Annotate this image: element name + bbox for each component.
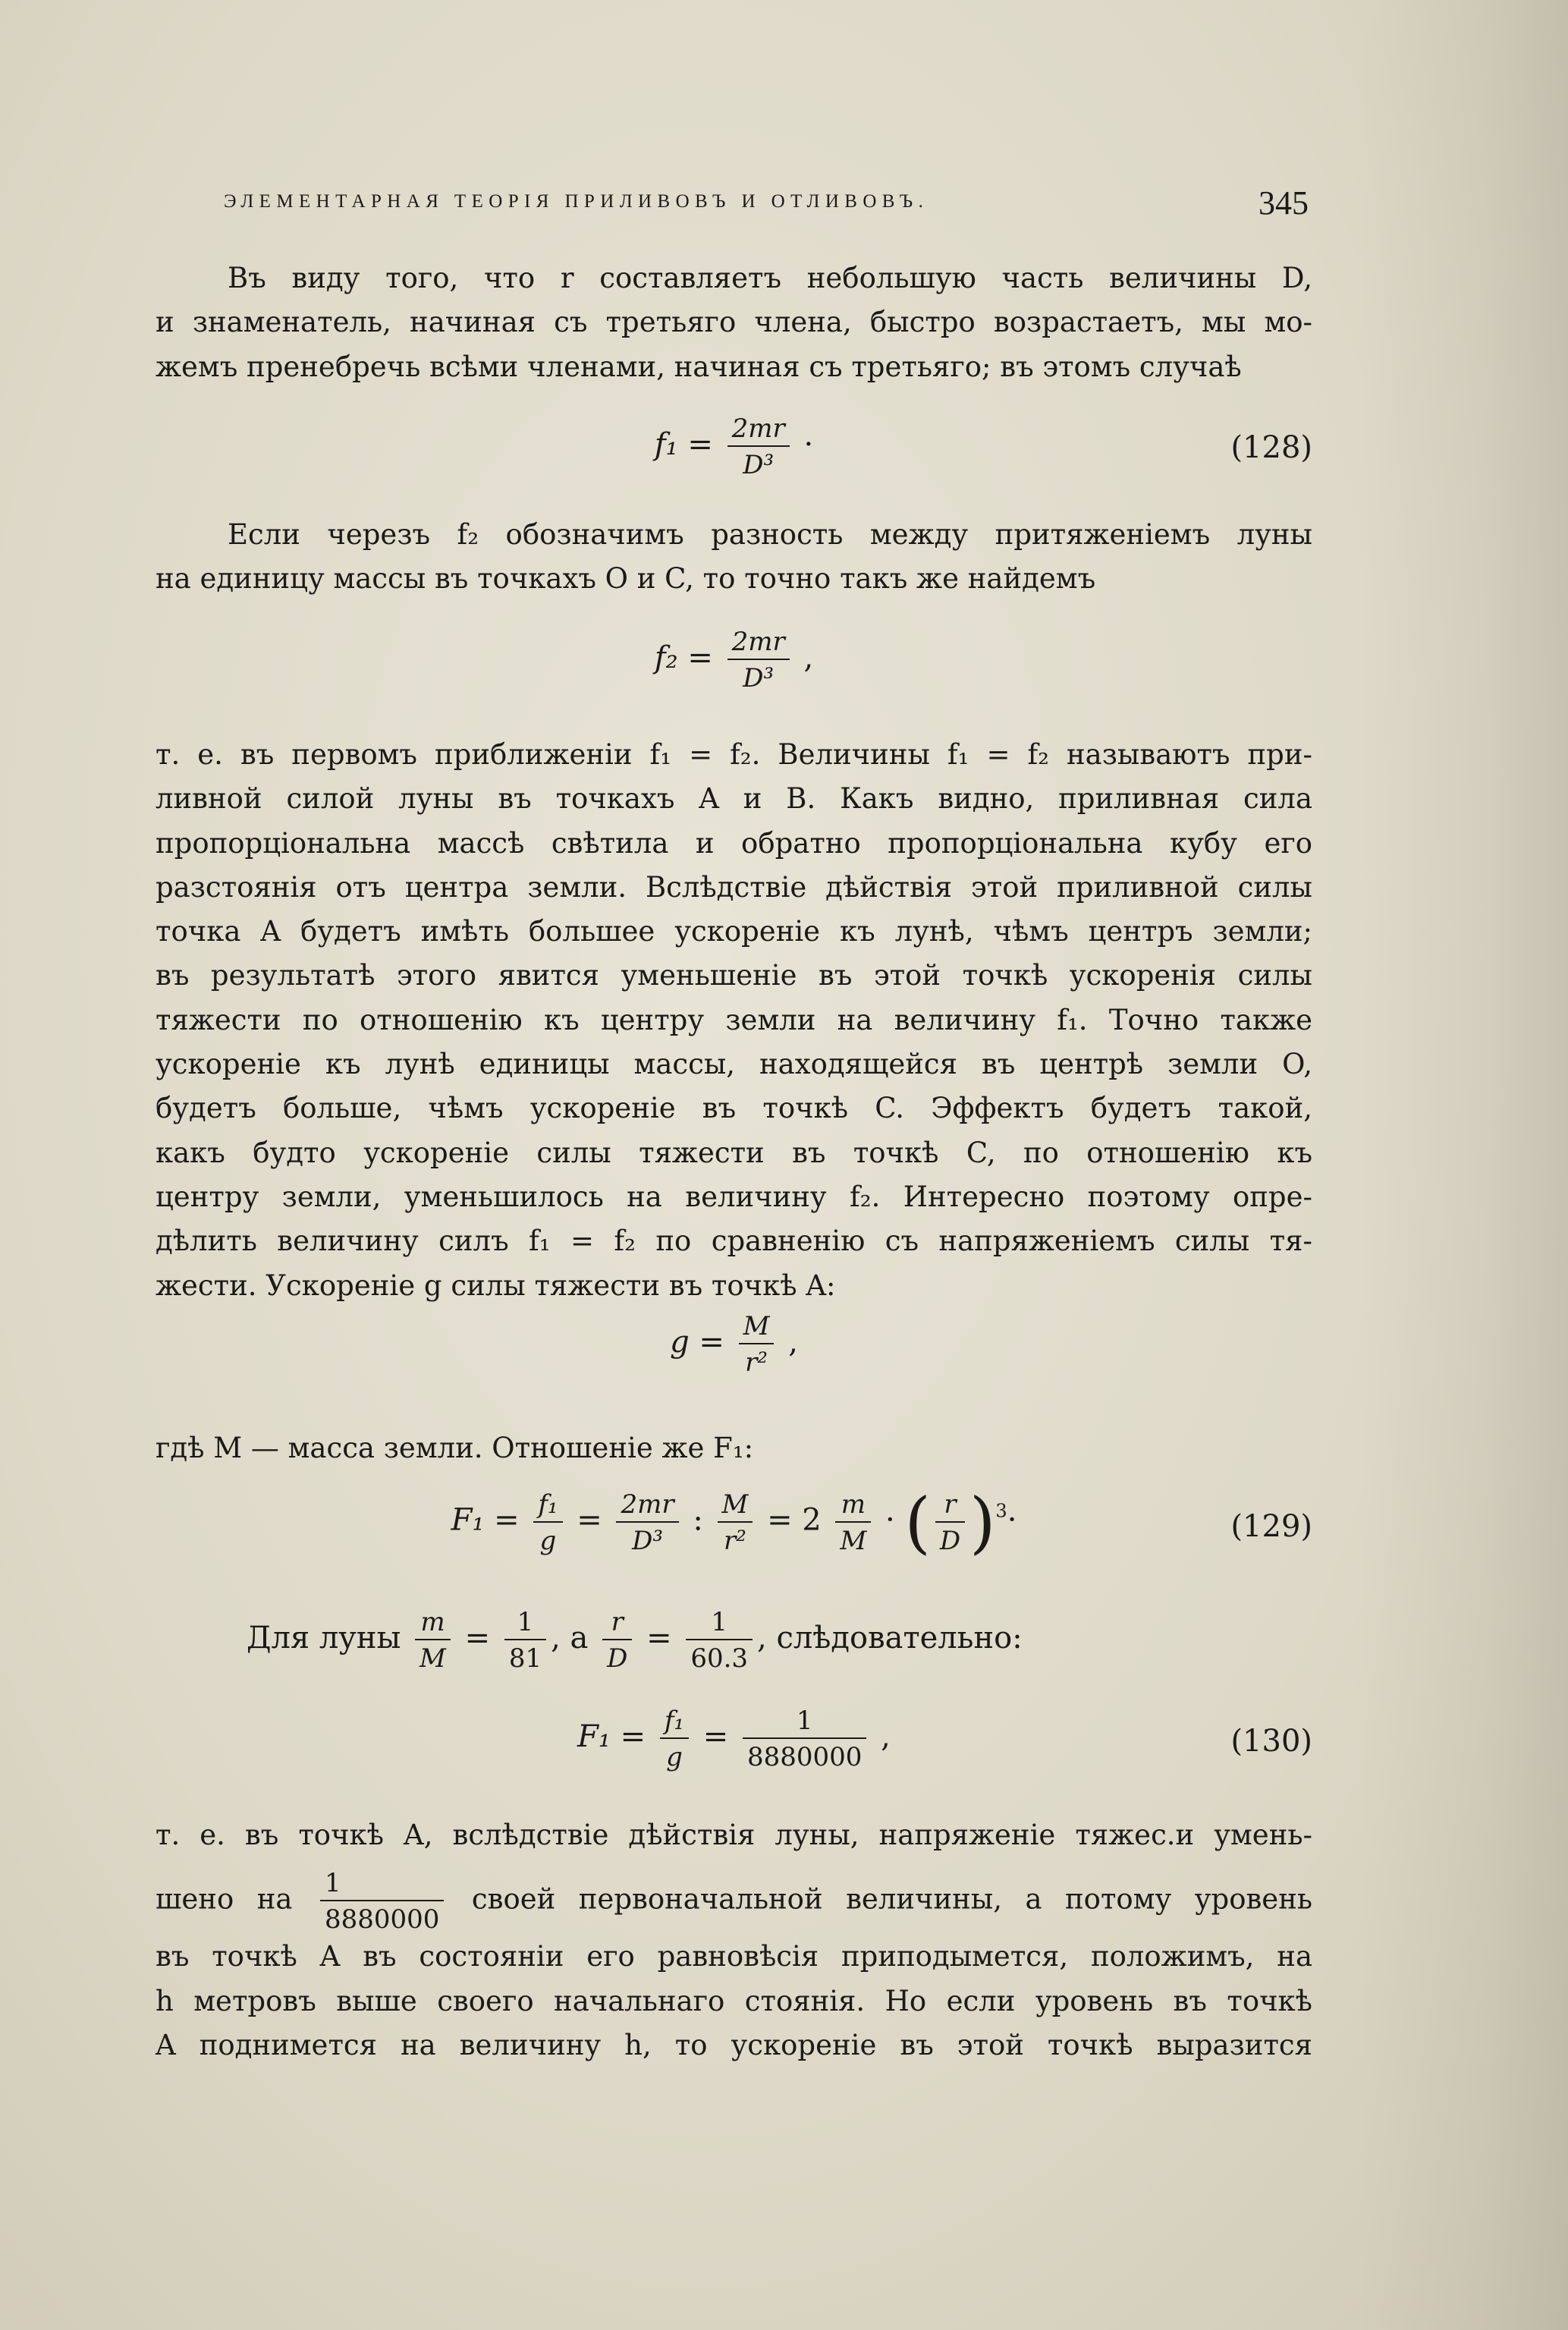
para5-line-1: т. е. въ точкѣ A, вслѣдствіе дѣйствія луны, напряженіе тяжес.и умень- [156,1819,1312,1851]
equation-g [156,1311,1312,1402]
eqf2-numerator: 2mr [727,627,790,660]
eqg-numerator: M [739,1311,775,1344]
para3-line-7: тяжести по отношенію къ центру земли на величину f₁. Точно также [156,1003,1312,1036]
para5-line-5: A поднимется на величину h, то ускореніе въ этой точкѣ выразится [156,2028,1312,2061]
para3-line-4: разстоянія отъ центра земли. Вслѣдствіе дѣйствія этой приливной силы [156,870,1312,904]
para3-line-3: пропорціональна массѣ свѣтила и обратно пропорціональна кубу его [156,826,1312,860]
moon-frac-d [686,1607,753,1674]
para1-line-2: и знаменатель, начиная съ третьяго члена, быстро возрастаетъ, мы мо- [156,306,1312,339]
para5-fraction-num: 1 [320,1868,444,1901]
para5-fraction [320,1868,444,1935]
moon-frac-d-den: 60.3 [690,1643,749,1674]
eqf2-denominator: D³ [743,663,775,693]
para5-fraction-den: 8880000 [324,1904,440,1935]
eq129-frac-5-den: D [939,1525,961,1556]
eq130-frac-a-den: g [666,1742,683,1772]
eq129-frac-5 [935,1489,965,1556]
moon-frac-a [415,1607,451,1674]
para2-line-2: на единицу массы въ точкахъ O и C, то точно такъ же найдемъ [156,562,1096,596]
moon-eq-c: = [646,1621,672,1656]
moon-eq-a: = [464,1621,491,1656]
para5-line-2 [156,1868,1312,1935]
moon-frac-b-num: 1 [504,1607,546,1640]
eq130-frac-a [660,1706,689,1772]
eq129-open-paren: ( [904,1483,931,1561]
eq129-frac-3 [718,1489,753,1556]
eqf2-tail: , [803,640,814,675]
para3-line-13: жести. Ускореніе g силы тяжести въ точкѣ A: [156,1269,836,1302]
paragraph-2 [156,513,1312,602]
eq129-exponent: 3 [995,1500,1007,1522]
moon-tail: , слѣдовательно: [757,1621,1023,1656]
para4-line-1: гдѣ M — масса земли. Отношеніе же F₁: [156,1432,754,1464]
para5-line-2-tail: своей первоначальной величины, а потому уровень [471,1882,1313,1916]
para5-line-4: h метровъ выше своего начальнаго стоянія. Но если уровень въ точкѣ [156,1984,1312,2017]
eq128-numerator: 2mr [727,413,790,447]
eq130-tail: , [881,1719,891,1754]
eqf2-fraction [727,627,790,693]
eq128-tail: · [803,427,814,462]
eq129-frac-4-num: m [835,1489,871,1523]
eq128-fraction [727,413,790,480]
eqg-lhs: g = [670,1325,724,1360]
paragraph-4 [156,1426,1312,1470]
eqg-tail: , [788,1325,798,1360]
eq129-lhs: F₁ = [451,1502,520,1538]
equation-130 [156,1706,1312,1797]
eq129-close-paren: ) [969,1483,996,1561]
eq129-frac-3-den: r² [724,1525,746,1556]
para3-line-2: ливной силой луны въ точкахъ A и B. Какъ видно, приливная сила [156,782,1312,816]
moon-frac-b [504,1607,546,1674]
para3-line-6: въ результатѣ этого явится уменьшеніе въ этой точкѣ ускоренія силы [156,959,1312,992]
eq129-label: (129) [1230,1509,1312,1544]
equation-129: F₁ = $\frac{\text{f₁}}{g}$ = $\frac{2mr}{\text{D³}}$ : $\frac{M}{\text{r²}}$ = 2 $\frac{m}{M}$ · ( $\frac{r}{D}$ )$^3$· (129) [451,1483,1312,1561]
eq130-frac-b-num: 1 [743,1706,866,1739]
eqg-denominator: r² [745,1347,768,1378]
eqg-fraction [739,1311,775,1378]
para3-line-9: будетъ больше, чѣмъ ускореніе въ точкѣ C. Эффектъ будетъ такой, [156,1092,1312,1125]
para2-line-1: Если черезъ f₂ обозначимъ разность между притяженіемъ луны [228,518,1312,551]
eq129-frac-3-num: M [718,1489,753,1523]
paragraph-1 [156,256,1312,389]
eq130-frac-b-den: 8880000 [747,1742,863,1772]
eq130-frac-b [743,1706,866,1772]
para5-line-3: въ точкѣ A въ состояніи его равновѣсія приподымется, положимъ, на [156,1940,1312,1973]
para3-line-11: центру земли, уменьшилось на величину f₂. Интересно поэтому опре- [156,1180,1312,1213]
eq129-tail: · [1007,1502,1017,1538]
eq129-frac-2-den: D³ [632,1525,663,1556]
paragraph-5 [156,1813,1312,2067]
para3-line-10: какъ будто ускореніе силы тяжести въ точкѣ C, по отношенію къ [156,1136,1312,1169]
equation-f2 [156,627,1312,718]
running-header [224,184,1309,229]
eq129-frac-5-num: r [935,1489,965,1523]
eq129-frac-2 [616,1489,678,1556]
eqf2-lhs: f₂ = [654,640,713,675]
eq128-denominator: D³ [743,450,775,480]
eq129-frac-1-num: f₁ [533,1489,562,1523]
eq129-frac-1-den: g [539,1525,557,1556]
eq129-dot: · [885,1502,895,1538]
equation-128 [156,413,1312,505]
para1-line-3: жемъ пренебречь всѣми членами, начиная съ третьяго; въ этомъ случаѣ [156,350,1242,383]
moon-frac-c [602,1607,632,1674]
moon-frac-d-num: 1 [686,1607,753,1640]
moon-ratios-line [156,1607,1312,1690]
para3-line-12: дѣлить величину силъ f₁ = f₂ по сравненію съ напряженіемъ силы тя- [156,1225,1312,1258]
page-shadow [1358,0,1568,2330]
para1-line-1: Въ виду того, что r составляетъ небольшую часть величины D, [228,262,1312,294]
para3-line-1: т. е. въ первомъ приближеніи f₁ = f₂. Величины f₁ = f₂ называютъ при- [156,738,1312,771]
para3-line-8: ускореніе къ лунѣ единицы массы, находящейся въ центрѣ земли O, [156,1048,1312,1081]
header-title: ЭЛЕМЕНТАРНАЯ ТЕОРІЯ ПРИЛИВОВЪ И ОТЛИВОВЪ. [224,191,929,212]
eq129-frac-4 [835,1489,871,1556]
para3-line-5: точка A будетъ имѣть большее ускореніе къ лунѣ, чѣмъ центръ земли; [156,915,1312,948]
moon-frac-b-den: 81 [508,1643,542,1674]
eq129-eq2: = 2 [767,1502,822,1538]
eq129-frac-2-num: 2mr [616,1489,678,1523]
eq129-frac-4-den: M [840,1525,867,1556]
moon-frac-a-den: M [419,1643,446,1674]
eq130-eq: = [702,1719,729,1754]
page-number: 345 [1258,184,1309,222]
eq128-label: (128) [1230,430,1312,465]
paragraph-3 [156,733,1312,1308]
moon-frac-a-num: m [415,1607,451,1640]
para5-line-2-lead: шено на [156,1882,293,1916]
eq130-lhs: F₁ = [577,1719,646,1754]
eq130-label: (130) [1230,1724,1312,1759]
eq129-frac-1 [533,1489,562,1556]
eq129-colon: : [693,1502,703,1538]
moon-lead: Для луны [247,1621,401,1656]
moon-frac-c-den: D [607,1643,628,1674]
eq130-frac-a-num: f₁ [660,1706,689,1739]
eq128-lhs: f₁ = [654,427,713,462]
moon-frac-c-num: r [602,1607,632,1640]
moon-mid: , а [551,1621,589,1656]
